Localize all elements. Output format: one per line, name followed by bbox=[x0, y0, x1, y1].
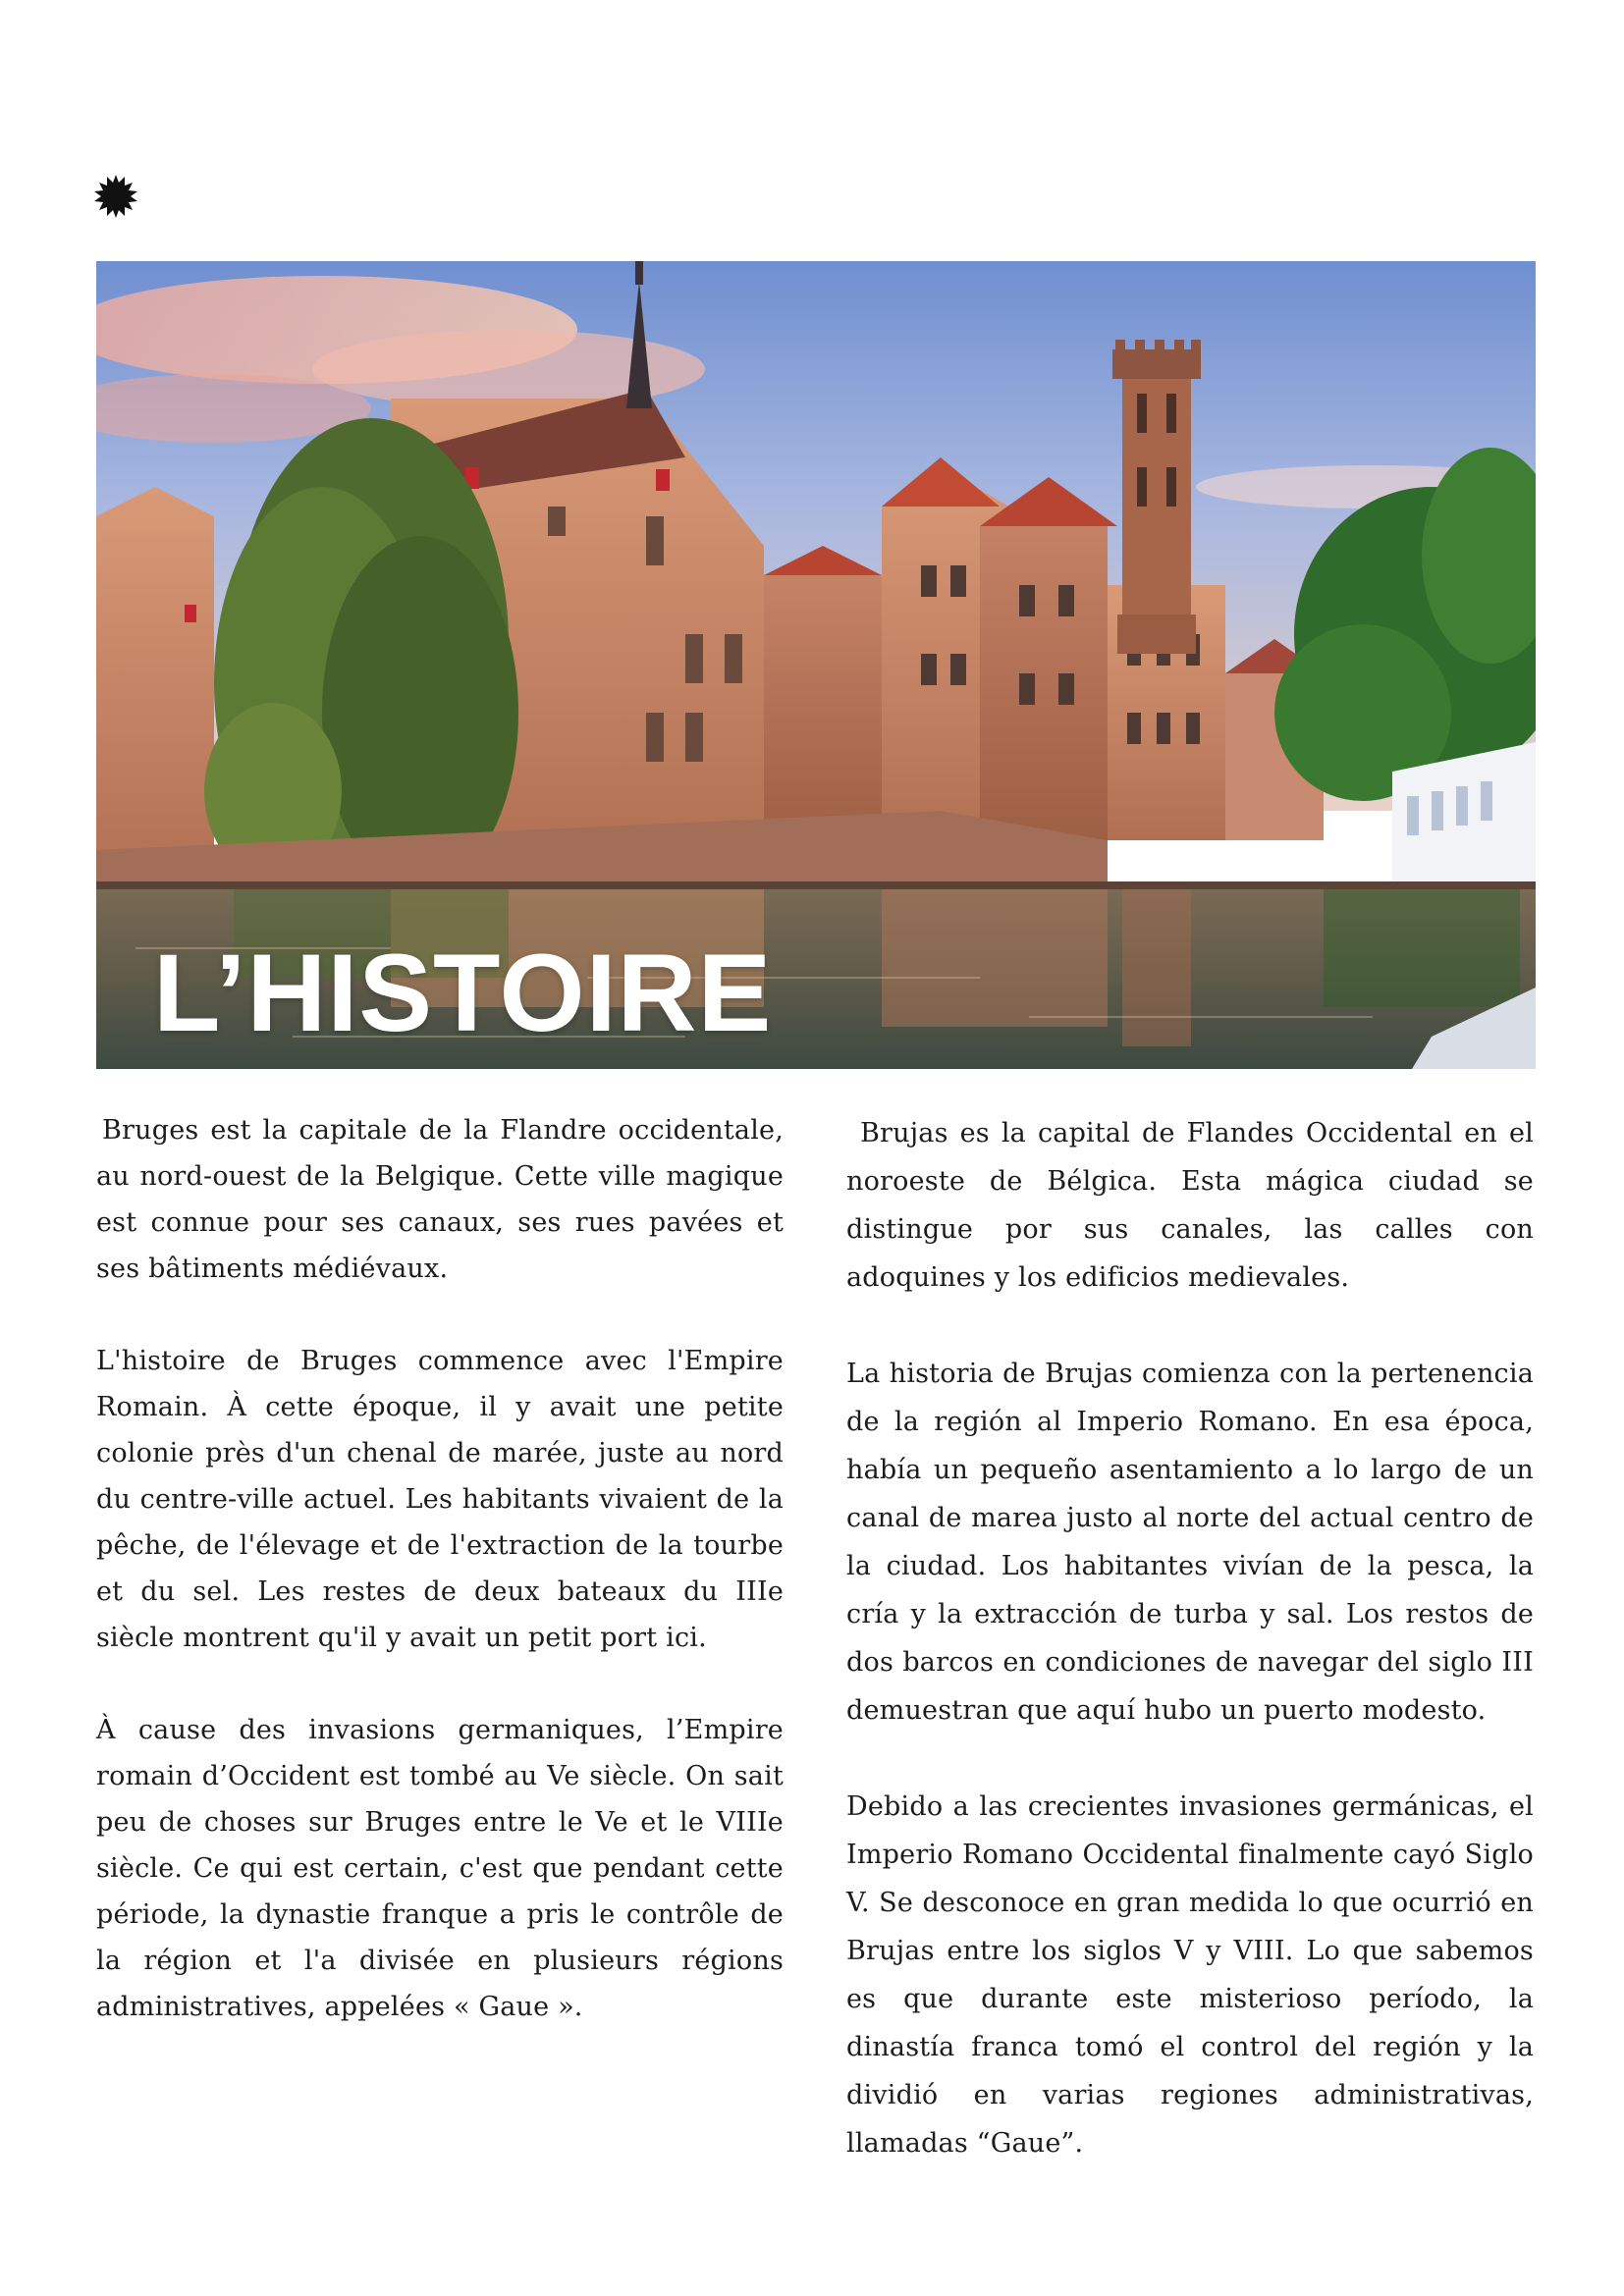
paragraph-fr-2: L'histoire de Bruges commence avec l'Empire Romain. À cette époque, il y avait une petite colonie près d'un chenal de marée, juste au nord du centre-ville actuel. Les habitants vivaient de la pêche, de l'élevage et de l'extraction de la tourbe et du sel. Les restes de deux bateaux du IIIe siècle montrent qu'il y avait un petit port ici. bbox=[96, 1346, 784, 1653]
french-column bbox=[96, 1107, 784, 2076]
spanish-column bbox=[846, 1109, 1534, 2216]
paragraph-es-3: Debido a las crecientes invasiones germánicas, el Imperio Romano Occidental finalmente cayó Siglo V. Se desconoce en gran medida lo que ocurrió en Brujas entre los siglos V y VIII. Lo que sabemos es que durante este misterioso período, la dinastía franca tomó el control del región y la dividió en varias regiones administrativas, llamadas “Gaue”. bbox=[846, 1791, 1534, 2159]
paragraph-es-1: Brujas es la capital de Flandes Occidental en el noroeste de Bélgica. Esta mágica ciudad se distingue por sus canales, las calles con adoquines y los edificios medievales. bbox=[846, 1118, 1534, 1293]
page-title: L’HISTOIRE bbox=[153, 932, 773, 1054]
burst-icon bbox=[94, 175, 137, 218]
paragraph-fr-3: À cause des invasions germaniques, l’Empire romain d’Occident est tombé au Ve siècle. On sait peu de choses sur Bruges entre le Ve et le VIIIe siècle. Ce qui est certain, c'est que pendant cette période, la dynastie franque a pris le contrôle de la région et l'a divisée en plusieurs régions administratives, appelées « Gaue ». bbox=[96, 1715, 784, 2022]
paragraph-fr-1: Bruges est la capitale de la Flandre occidentale, au nord-ouest de la Belgique. Cette ville magique est connue pour ses canaux, ses rues pavées et ses bâtiments médiévaux. bbox=[96, 1115, 784, 1284]
hero-image bbox=[96, 261, 1536, 1069]
paragraph-es-2: La historia de Brujas comienza con la pertenencia de la región al Imperio Romano. En esa época, había un pequeño asentamiento a lo largo de un canal de marea justo al norte del actual centro de la ciudad. Los habitantes vivían de la pesca, la cría y la extracción de turba y sal. Los restos de dos barcos en condiciones de navegar del siglo III demuestran que aquí hubo un puerto modesto. bbox=[846, 1359, 1534, 1726]
